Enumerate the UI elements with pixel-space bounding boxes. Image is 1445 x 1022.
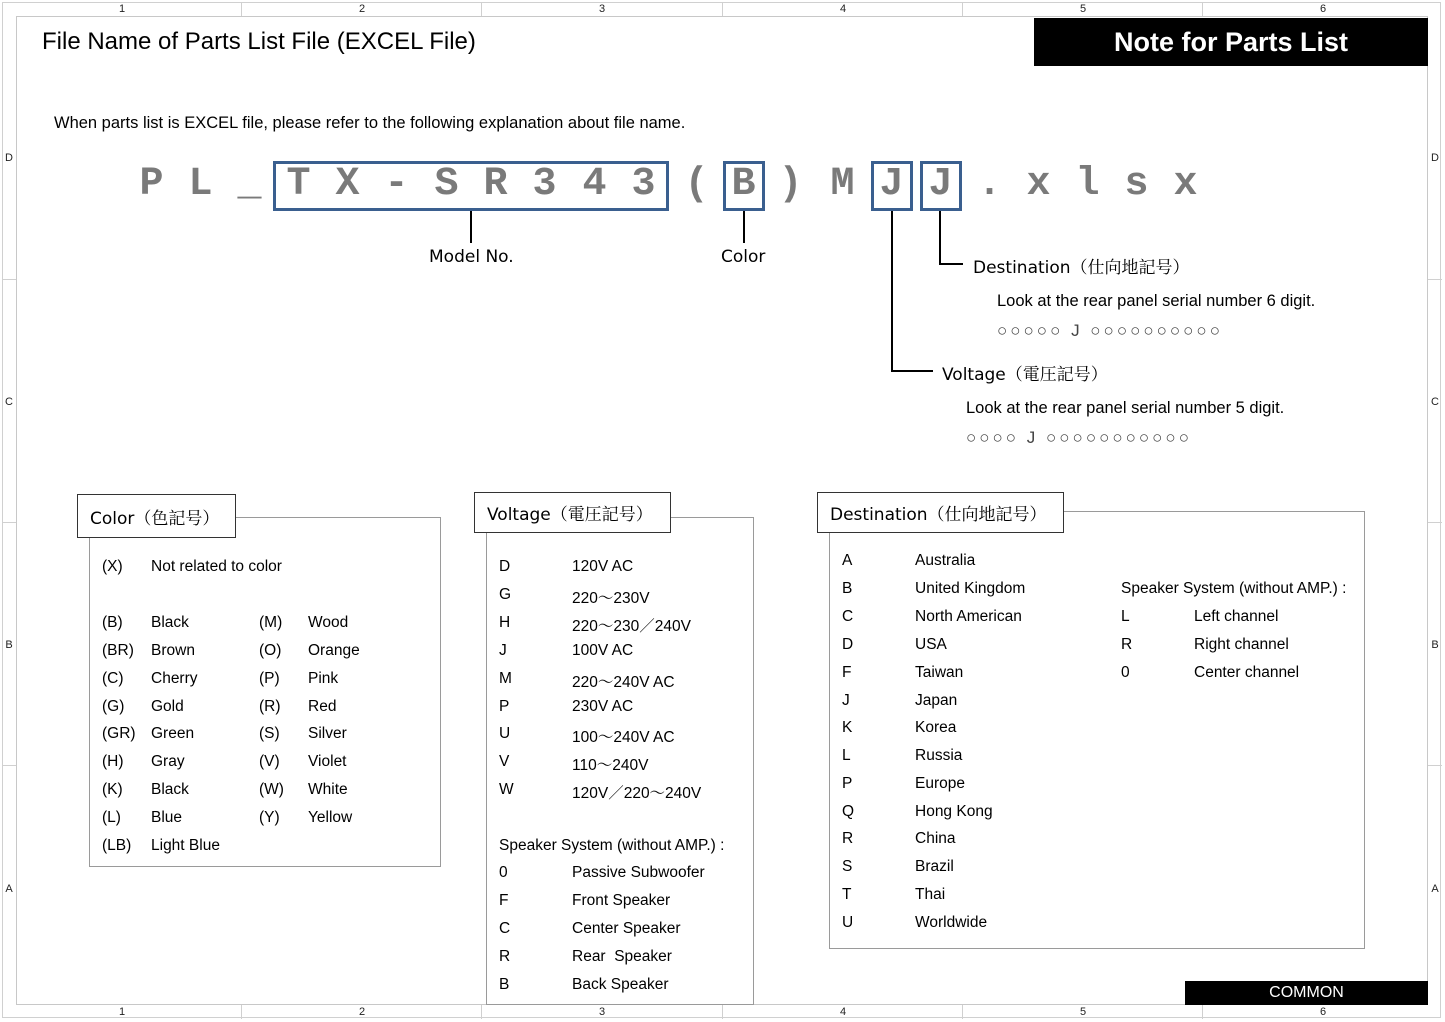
color-panel-title: Color（色記号）: [77, 494, 236, 538]
filename-char: J: [879, 162, 904, 207]
color-name: Cherry: [151, 670, 198, 687]
color-code: (C): [102, 670, 124, 687]
model-leader-line: [470, 211, 472, 243]
ruler-row-a: A: [5, 883, 13, 895]
voltage-value: 220～230V: [572, 590, 650, 607]
voltage-code: M: [499, 670, 512, 687]
color-code: (P): [259, 670, 280, 687]
color-code: (R): [259, 698, 281, 715]
destination-value: Russia: [915, 747, 963, 764]
speaker-heading: Speaker System (without AMP.) :: [499, 837, 725, 854]
filename-char: s: [1124, 162, 1149, 207]
voltage-value: 120V／220～240V: [572, 785, 702, 802]
filename-char: X: [335, 162, 360, 207]
destination-code: T: [842, 886, 852, 903]
destination-value: Taiwan: [915, 664, 964, 681]
ruler-tick: [1202, 1005, 1203, 1019]
destination-value: Thai: [915, 886, 946, 903]
color-code: (B): [102, 614, 123, 631]
voltage-leader-line: [891, 370, 933, 372]
color-name: Violet: [308, 753, 347, 770]
filename-char: ): [778, 162, 803, 207]
speaker-value: Rear Speaker: [572, 948, 672, 965]
destination-panel-box: [829, 511, 1365, 949]
color-code: (LB): [102, 837, 132, 854]
ruler-row-d: D: [1431, 152, 1439, 164]
voltage-code: D: [499, 558, 511, 575]
model-highlight-box: [273, 161, 669, 211]
color-leader-line: [743, 211, 745, 243]
destination-value: Brazil: [915, 858, 954, 875]
voltage-code: P: [499, 698, 510, 715]
destination-code: P: [842, 775, 853, 792]
color-code: (G): [102, 698, 125, 715]
color-code: (Y): [259, 809, 280, 826]
destination-value: Australia: [915, 552, 976, 569]
color-code: (O): [259, 642, 282, 659]
filename-char: B: [731, 162, 756, 207]
destination-value: Korea: [915, 719, 957, 736]
speaker-value: Center channel: [1194, 664, 1300, 681]
ruler-tick: [481, 1005, 482, 1019]
destination-value: North American: [915, 608, 1022, 625]
destination-value: USA: [915, 636, 947, 653]
filename-char: M: [830, 162, 855, 207]
note-banner: Note for Parts List: [1034, 18, 1428, 66]
ruler-row-b: B: [5, 639, 13, 651]
color-code: (BR): [102, 642, 134, 659]
filename-char: _: [237, 162, 262, 207]
speaker-value: Back Speaker: [572, 976, 669, 993]
color-name: Light Blue: [151, 837, 220, 854]
destination-serial-pattern: ○○○○○ J ○○○○○○○○○○: [997, 321, 1223, 340]
ruler-tick: [722, 2, 723, 16]
color-code: (GR): [102, 725, 136, 742]
ruler-tick: [2, 765, 16, 766]
destination-value: Japan: [915, 692, 958, 709]
ruler-row-c: C: [1431, 396, 1439, 408]
filename-char: l: [1075, 162, 1100, 207]
model-label: Model No.: [429, 247, 514, 267]
voltage-highlight-box: [871, 161, 913, 211]
ruler-tick: [2, 279, 16, 280]
filename-char: J: [928, 162, 953, 207]
speaker-code: B: [499, 976, 510, 993]
ruler-col-4: 4: [839, 3, 847, 15]
color-label: Color: [721, 247, 766, 267]
speaker-code: 0: [499, 864, 508, 881]
color-name: Yellow: [308, 809, 353, 826]
voltage-value: 220～240V AC: [572, 674, 675, 691]
filename-char: 3: [532, 162, 557, 207]
speaker-value: Right channel: [1194, 636, 1289, 653]
destination-code: F: [842, 664, 852, 681]
voltage-code: W: [499, 781, 514, 798]
page-title: File Name of Parts List File (EXCEL File): [42, 28, 476, 55]
intro-text: When parts list is EXCEL file, please refer to the following explanation about file name.: [54, 114, 686, 132]
color-name: Green: [151, 725, 195, 742]
filename-char: 4: [582, 162, 607, 207]
color-name: Silver: [308, 725, 347, 742]
ruler-col-5: 5: [1079, 1006, 1087, 1018]
voltage-value: 220～230／240V: [572, 618, 691, 635]
ruler-tick: [962, 2, 963, 16]
destination-label: Destination（仕向地記号）: [973, 258, 1190, 278]
voltage-code: G: [499, 586, 512, 603]
voltage-code: H: [499, 614, 511, 631]
color-code: (S): [259, 725, 280, 742]
speaker-code: L: [1121, 608, 1130, 625]
color-name: Gold: [151, 698, 184, 715]
color-name: White: [308, 781, 348, 798]
ruler-tick: [1202, 2, 1203, 16]
destination-value: United Kingdom: [915, 580, 1026, 597]
ruler-tick: [1428, 765, 1442, 766]
ruler-row-c: C: [5, 396, 13, 408]
filename-char: x: [1173, 162, 1198, 207]
filename-char: P: [139, 162, 164, 207]
ruler-row-d: D: [5, 152, 13, 164]
speaker-value: Passive Subwoofer: [572, 864, 705, 881]
destination-code: S: [842, 858, 853, 875]
ruler-col-2: 2: [358, 3, 366, 15]
color-name: Gray: [151, 753, 185, 770]
voltage-serial-pattern: ○○○○ J ○○○○○○○○○○○: [966, 428, 1192, 447]
destination-code: L: [842, 747, 851, 764]
destination-code: Q: [842, 803, 855, 820]
ruler-tick: [241, 1005, 242, 1019]
color-name: Pink: [308, 670, 339, 687]
speaker-code: R: [499, 948, 511, 965]
ruler-col-1: 1: [118, 1006, 126, 1018]
color-name: Red: [308, 698, 337, 715]
ruler-tick: [962, 1005, 963, 1019]
ruler-col-3: 3: [598, 3, 606, 15]
speaker-code: F: [499, 892, 509, 909]
speaker-code: R: [1121, 636, 1133, 653]
filename-char: L: [188, 162, 213, 207]
ruler-tick: [481, 2, 482, 16]
speaker-heading: Speaker System (without AMP.) :: [1121, 580, 1347, 597]
filename-char: T: [286, 162, 311, 207]
speaker-value: Front Speaker: [572, 892, 671, 909]
voltage-value: 100～240V AC: [572, 729, 675, 746]
destination-leader-line: [939, 211, 941, 265]
color-name: Not related to color: [151, 558, 282, 575]
ruler-tick: [1428, 279, 1442, 280]
destination-code: U: [842, 914, 854, 931]
color-code: (V): [259, 753, 280, 770]
speaker-code: C: [499, 920, 511, 937]
destination-value: China: [915, 830, 956, 847]
filename-char: x: [1026, 162, 1051, 207]
color-name: Black: [151, 781, 189, 798]
ruler-col-6: 6: [1319, 1006, 1327, 1018]
ruler-tick: [722, 1005, 723, 1019]
destination-code: C: [842, 608, 854, 625]
filename-char: .: [977, 162, 1002, 207]
color-name: Black: [151, 614, 189, 631]
destination-code: D: [842, 636, 854, 653]
color-code: (H): [102, 753, 124, 770]
voltage-code: J: [499, 642, 507, 659]
color-name: Blue: [151, 809, 183, 826]
color-highlight-box: [723, 161, 765, 211]
ruler-col-3: 3: [598, 1006, 606, 1018]
voltage-label: Voltage（電圧記号）: [942, 365, 1108, 385]
filename-char: R: [483, 162, 508, 207]
ruler-tick: [1428, 522, 1442, 523]
voltage-note: Look at the rear panel serial number 5 digit.: [966, 399, 1285, 417]
destination-code: J: [842, 692, 850, 709]
voltage-value: 110～240V: [572, 757, 649, 774]
voltage-value: 230V AC: [572, 698, 634, 715]
destination-code: K: [842, 719, 853, 736]
ruler-col-2: 2: [358, 1006, 366, 1018]
filename-char: 3: [631, 162, 656, 207]
voltage-value: 120V AC: [572, 558, 634, 575]
voltage-code: U: [499, 725, 511, 742]
ruler-col-6: 6: [1319, 3, 1327, 15]
destination-value: Hong Kong: [915, 803, 993, 820]
ruler-col-4: 4: [839, 1006, 847, 1018]
color-code: (M): [259, 614, 283, 631]
speaker-code: 0: [1121, 664, 1130, 681]
ruler-tick: [2, 522, 16, 523]
ruler-row-b: B: [1431, 639, 1439, 651]
color-name: Brown: [151, 642, 195, 659]
voltage-code: V: [499, 753, 510, 770]
ruler-tick: [241, 2, 242, 16]
speaker-value: Center Speaker: [572, 920, 681, 937]
ruler-row-a: A: [1431, 883, 1439, 895]
destination-leader-line: [939, 263, 963, 265]
ruler-col-5: 5: [1079, 3, 1087, 15]
voltage-value: 100V AC: [572, 642, 634, 659]
destination-panel-title: Destination（仕向地記号）: [817, 492, 1064, 533]
destination-highlight-box: [920, 161, 962, 211]
speaker-value: Left channel: [1194, 608, 1279, 625]
filename-char: -: [384, 162, 409, 207]
color-code: (L): [102, 809, 121, 826]
destination-note: Look at the rear panel serial number 6 digit.: [997, 292, 1316, 310]
color-name: Orange: [308, 642, 360, 659]
voltage-panel-title: Voltage（電圧記号）: [474, 492, 671, 533]
filename-char: (: [684, 162, 709, 207]
destination-code: A: [842, 552, 853, 569]
ruler-col-1: 1: [118, 3, 126, 15]
color-code: (X): [102, 558, 123, 575]
destination-code: R: [842, 830, 854, 847]
common-badge: COMMON: [1185, 981, 1428, 1005]
destination-value: Worldwide: [915, 914, 988, 931]
voltage-leader-line: [891, 211, 893, 372]
destination-value: Europe: [915, 775, 965, 792]
color-name: Wood: [308, 614, 349, 631]
color-code: (K): [102, 781, 123, 798]
color-code: (W): [259, 781, 284, 798]
filename-char: S: [434, 162, 459, 207]
destination-code: B: [842, 580, 853, 597]
